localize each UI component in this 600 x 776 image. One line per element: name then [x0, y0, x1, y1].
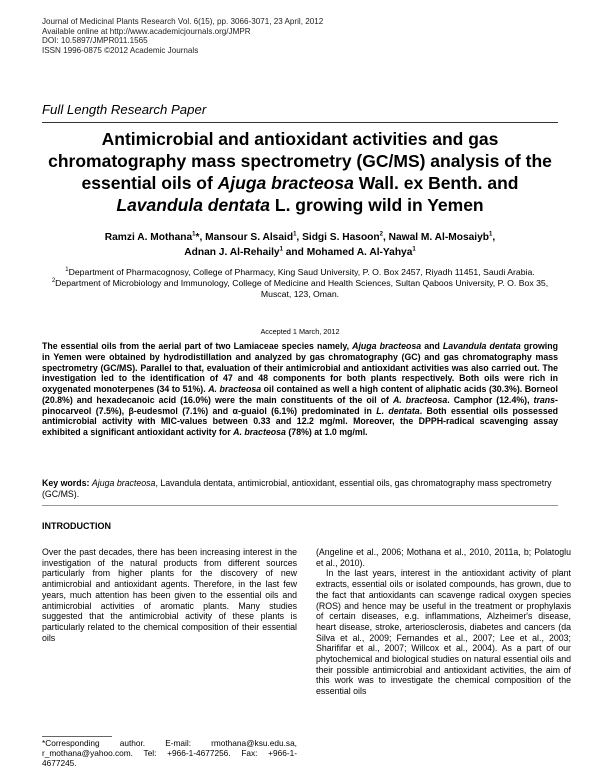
journal-doi: DOI: 10.5897/JMPR011.1565 — [42, 36, 148, 46]
keywords: Key words: Ajuga bracteosa, Lavandula dentata, antimicrobial, antioxidant, essential oils, gas chromatography mass spectrometry (GC/MS). — [42, 478, 552, 499]
paragraph: Over the past decades, there has been increasing interest in the investigation of the natural products from different sources particularly from higher plants for the discovery of new antimicrobial and antioxidant agents. Therefore, in the last few years, much attention has been given to the essential oils and antimicrobial activities of aromatic plants. Many studies suggested that the antimicrobial activity of these plants is particularly related to the chemical composition of their essential oils — [42, 547, 297, 643]
left-column-text — [42, 547, 297, 643]
affiliation: $^1$Department of Pharmacognosy, College of Pharmacy, King Saud University, P. O. Box 2457, Riyadh 11451, Saudi Arabia. — [65, 267, 535, 277]
corresponding-author-footnote: *Corresponding author. E-mail: rmothana@ksu.edu.sa, r_mothana@yahoo.com. Tel: +966-1-4677256. Fax: +966-1-4677245. — [42, 738, 297, 769]
section-heading-introduction: INTRODUCTION — [42, 521, 111, 531]
journal-citation: Journal of Medicinal Plants Research Vol. 6(15), pp. 3066-3071, 23 April, 2012 — [42, 17, 324, 26]
paper-title: Antimicrobial and antioxidant activities and gas chromatography mass spectrometry (GC/MS) analysis of the essential oils of Ajuga bracteosa Wall. ex Benth. and Lavandula dentata L. growing wild in Yemen — [48, 129, 552, 215]
author: Nawal M. Al-Mosaiyb$^1$, — [388, 231, 496, 243]
author: Mansour S. Alsaid$^1$, — [205, 231, 303, 243]
journal-url: Available online at http://www.academicjournals.org/JMPR — [42, 26, 251, 36]
journal-header — [42, 17, 323, 55]
affiliation: $^2$Department of Microbiology and Immunology, College of Medicine and Health Sciences, Sultan Qaboos University, P. O. Box 35, Muscat, 123, Oman. — [51, 278, 549, 299]
keywords-divider — [42, 505, 558, 506]
footnote-divider — [42, 736, 112, 737]
abstract: The essential oils from the aerial part of two Lamiaceae species namely, Ajuga bracteosa and Lavandula dentata growing in Yemen were obtained by hydrodistillation and analyzed by gas chromatography (GC) and gas chromatography mass spectrometry (GC/MS). Parallel to that, evaluation of their antimicrobial and antioxidant activities was also carried out. The investigation led to the identification of 47 and 48 components for both plants respectively. Both oils were rich in oxygenated monoterpenes (34 to 51%). A. bracteosa oil contained as well a high content of aliphatic acids (30.3%). Borneol (20.8%) and hexadecanoic acid (16.0%) were the main constituents of the oil of A. bracteosa. Camphor (12.4%), trans-pinocarveol (7.5%), β-eudesmol (7.1%) and α-guaiol (6.1%) predominated in L. dentata. Both essential oils possessed antimicrobial activity with MIC-values between 0.33 and 12.2 mg/ml. Moreover, the DPPH-radical scavenging assay exhibited a significant antioxidant activity for A. bracteosa (78%) at 1.0 mg/ml. — [42, 341, 558, 437]
author: Sidgi S. Hasoon$^2$, — [302, 231, 389, 243]
author: Ramzi A. Mothana$^1$*, — [104, 231, 206, 243]
paragraph: (Angeline et al., 2006; Mothana et al., 2010, 2011a, b; Polatoglu et al., 2010). — [316, 547, 571, 568]
right-column-text — [316, 547, 571, 697]
accepted-date: Accepted 1 March, 2012 — [260, 327, 340, 336]
author-list — [40, 231, 560, 260]
paragraph: In the last years, interest in the antioxidant activity of plant extracts, essential oils or isolated compounds, has grown, due to the fact that antioxidants can scavenge radical oxygen species (ROS) and hence may be useful in the treatment or prophylaxis of certain diseases, e.g. inflammations, Alzheimer's disease, heart disease, stroke, arteriosclerosis, diabetes and cancers (da Silva et al., 2009; Fernandes et al., 2007; Lee et al., 2003; Sharififar et al., 2007; Willcox et al., 2004). As a part of our phytochemical and biological studies on natural essential oils and their possible antimicrobial and antioxidant activities, the aim of this work was to investigate the chemical composition of the essential oils — [316, 568, 571, 697]
author: Mohamed A. Al-Yahya$^1$ — [306, 246, 416, 258]
article-type-label: Full Length Research Paper — [42, 102, 207, 117]
journal-issn: ISSN 1996-0875 ©2012 Academic Journals — [42, 45, 199, 55]
author: Adnan J. Al-Rehaily$^1$ and — [184, 246, 307, 258]
header-divider — [42, 122, 558, 123]
affiliations — [40, 267, 560, 300]
